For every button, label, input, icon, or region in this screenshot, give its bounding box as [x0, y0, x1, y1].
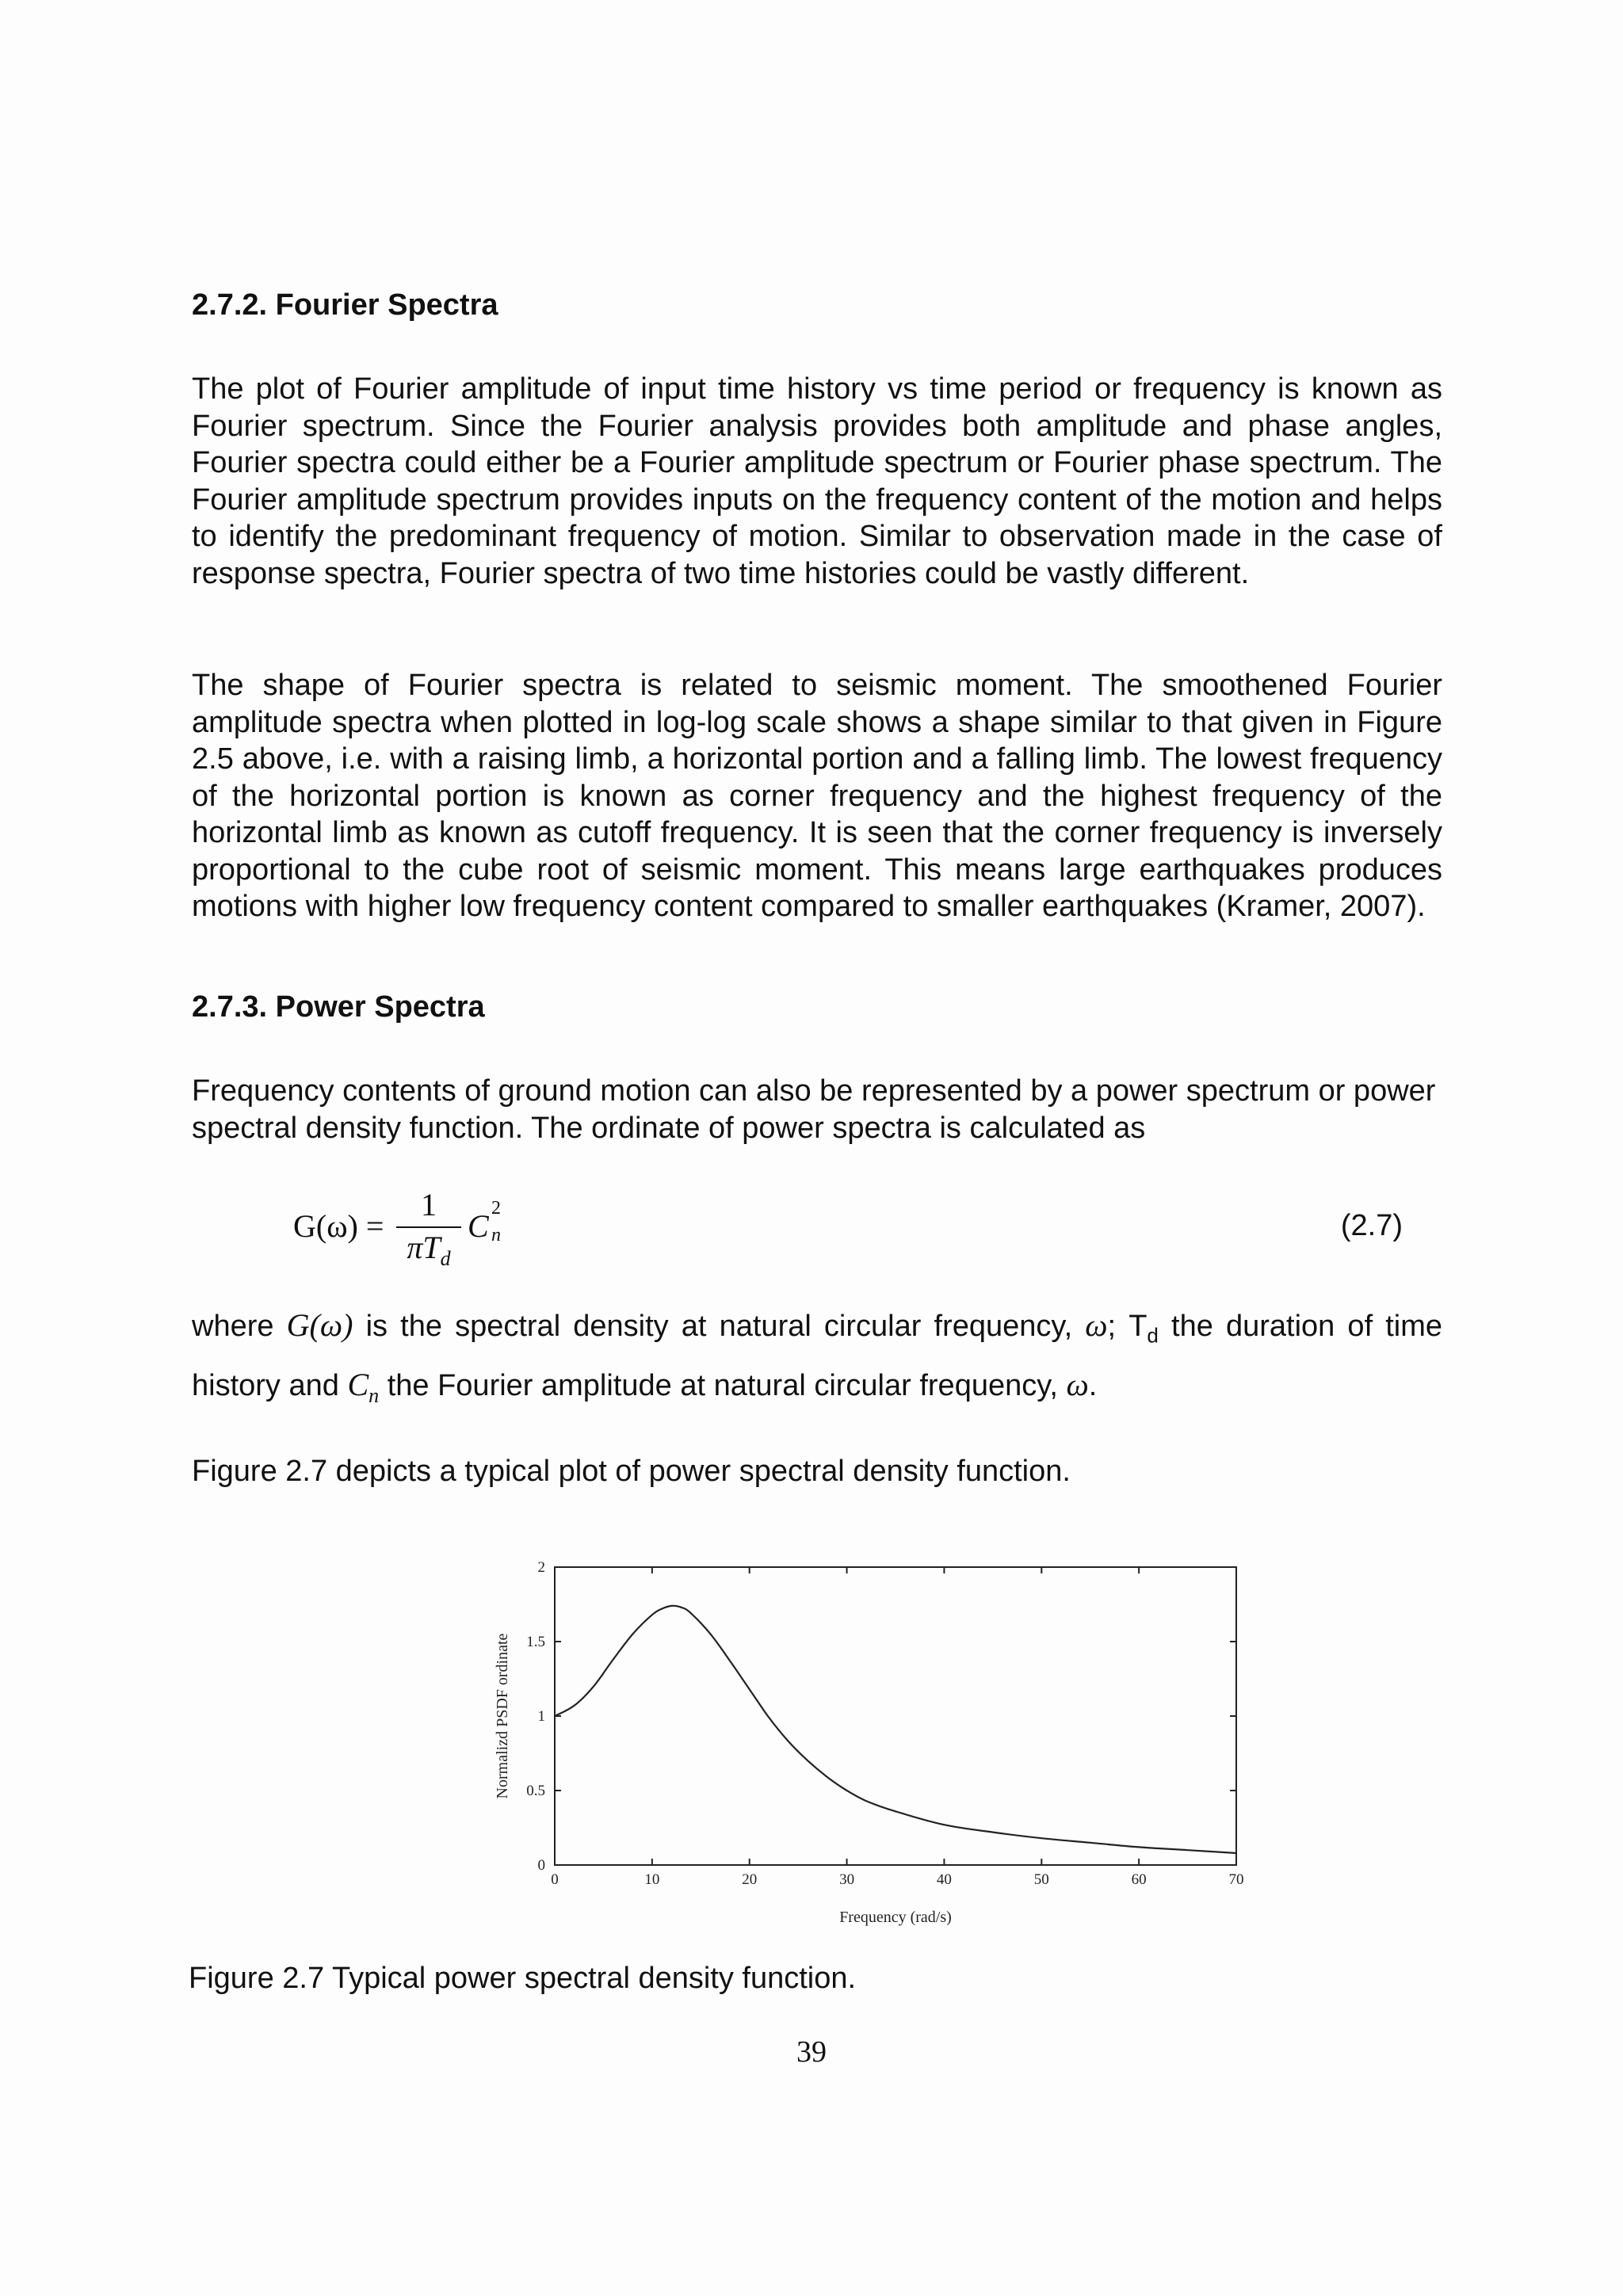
cn-subscript: n [369, 1383, 380, 1407]
x-tick-label: 40 [936, 1871, 952, 1888]
section-heading-power-spectra: 2.7.3. Power Spectra [192, 990, 485, 1024]
paragraph-fourier-spectra-shape: The shape of Fourier spectra is related to seismic moment. The smoothened Fourier amplitude spectra when plotted in log-log scale shows a shape similar to that given in Figure 2.5 above, i.e. with a raising limb, a horizontal portion and a falling limb. The lowest frequency of the horizontal portion is known as corner frequency and the highest frequency of the horizontal limb as known as cutoff frequency. It is seen that the corner frequency is inversely proportional to the cube root of seismic moment. This means large earthquakes produces motions with higher low frequency content compared to smaller earthquakes (Kramer, 2007). [192, 669, 1442, 923]
term-superscript: 2 [491, 1198, 501, 1219]
text-spectral-density: is the spectral density at natural circular frequency, [365, 1310, 1073, 1343]
y-tick-label: 1 [537, 1708, 545, 1725]
paragraph-fourier-spectrum-definition: The plot of Fourier amplitude of input time history vs time period or frequency is known as Fourier spectrum. Since the Fourier analysis provides both amplitude and phase angles, Fourier spectra could either be a Fourier amplitude spectrum or Fourier phase spectrum. The Fourier amplitude spectrum provides inputs on the frequency content of the motion and helps to identify the predominant frequency of motion. Similar to observation made in the case of response spectra, Fourier spectra of two time histories could be vastly different. [192, 372, 1442, 590]
y-axis-ticks [526, 1559, 1236, 1874]
x-tick-label: 70 [1228, 1871, 1244, 1888]
fraction-bar [396, 1226, 461, 1228]
equation-term-cn [468, 1198, 501, 1245]
psdf-chart [485, 1553, 1262, 1941]
paragraph-equation-definitions [192, 1301, 1442, 1421]
y-tick-label: 0.5 [526, 1783, 545, 1799]
equation-number: (2.7) [1340, 1209, 1403, 1242]
y-tick-label: 0 [537, 1857, 545, 1874]
y-tick-label: 2 [537, 1559, 545, 1576]
x-tick-label: 0 [551, 1871, 559, 1888]
figure-caption: Figure 2.7 Typical power spectral density function. [189, 1962, 857, 1995]
td-subscript: d [1147, 1323, 1159, 1348]
x-axis-label: Frequency (rad/s) [839, 1909, 952, 1926]
x-tick-label: 30 [839, 1871, 855, 1888]
symbol-cn [347, 1366, 380, 1407]
x-tick-label: 50 [1033, 1871, 1049, 1888]
symbol-omega-2: ω [1066, 1366, 1089, 1402]
denominator-main: πT [407, 1230, 441, 1265]
psdf-series-line [555, 1606, 1236, 1853]
denominator-subscript: d [440, 1247, 451, 1270]
y-tick-label: 1.5 [526, 1634, 545, 1650]
symbol-g-omega: G(ω) [286, 1307, 353, 1343]
term-symbol: C [468, 1208, 489, 1244]
section-heading-fourier-spectra: 2.7.2. Fourier Spectra [192, 288, 498, 322]
text-duration: the duration of time history and [192, 1310, 1443, 1402]
cn-main: C [347, 1366, 369, 1402]
equation-2-7 [293, 1187, 1450, 1274]
y-axis-label: Normalizd PSDF ordinate [494, 1633, 511, 1799]
page-number: 39 [796, 2035, 827, 2069]
x-axis-ticks [551, 1567, 1243, 1888]
text-td-label: ; T [1107, 1310, 1148, 1343]
equation-denominator [396, 1230, 461, 1277]
paragraph-power-spectra-intro: Frequency contents of ground motion can also be represented by a power spectrum or power spectral density function. The ordinate of power spectra is calculated as [192, 1074, 1436, 1145]
x-tick-label: 10 [644, 1871, 660, 1888]
equation-numerator: 1 [421, 1187, 437, 1222]
term-subscript: n [491, 1225, 501, 1245]
equation-lhs: G(ω) = [293, 1208, 384, 1244]
text-fourier-amplitude: the Fourier amplitude at natural circular frequency, [387, 1368, 1058, 1402]
text-where: where [192, 1310, 274, 1343]
x-tick-label: 20 [742, 1871, 758, 1888]
paragraph-figure-intro: Figure 2.7 depicts a typical plot of power spectral density function. [192, 1455, 1071, 1488]
x-tick-label: 60 [1131, 1871, 1147, 1888]
equation-fraction [396, 1187, 461, 1277]
symbol-omega: ω [1085, 1307, 1108, 1343]
text-period: . [1088, 1368, 1098, 1402]
